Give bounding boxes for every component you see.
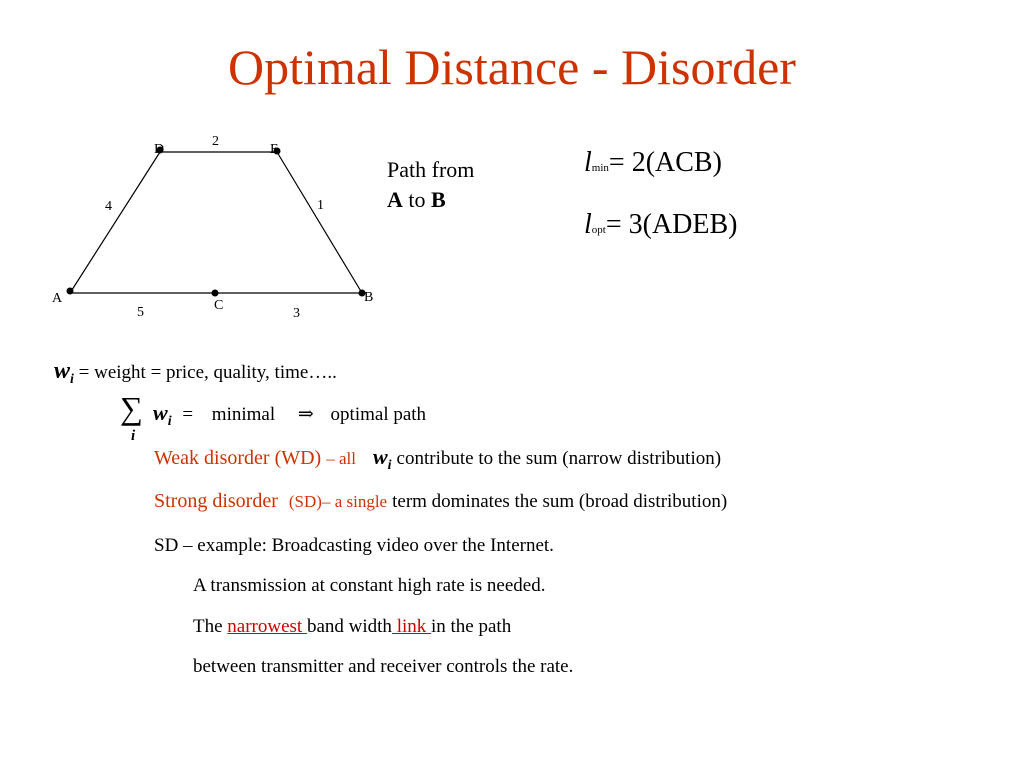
weak-disorder-line (154, 444, 721, 474)
path-label (387, 155, 474, 215)
path-to-node: B (431, 187, 446, 212)
weight-text: weight = price, quality, time….. (94, 362, 337, 383)
weak-label: Weak disorder (WD) (154, 447, 322, 469)
weight-symbol: w (54, 358, 71, 384)
edge-AD (70, 152, 160, 293)
sum-symbol: w (153, 400, 168, 425)
sum-sigma: ∑ (120, 390, 143, 426)
weak-all: – all (326, 449, 356, 468)
weak-subscript: i (387, 458, 392, 473)
sum-result: optimal path (330, 404, 427, 425)
edge-label-AC: 5 (137, 305, 144, 320)
sum-line (153, 400, 426, 430)
strong-label: Strong disorder (154, 490, 278, 512)
formula-lmin (584, 147, 722, 179)
path-label-line2 (387, 185, 474, 215)
lmin-subscript: min (591, 162, 609, 174)
lopt-symbol: l (584, 209, 592, 240)
graph-edges (70, 152, 362, 293)
example-rest: in the path (431, 616, 512, 637)
lopt-rhs: = 3(ADEB) (605, 209, 738, 240)
slide-title: Optimal Distance - Disorder (228, 39, 796, 95)
weight-subscript: i (70, 371, 74, 387)
node-C (212, 290, 219, 297)
example-line-4: between transmitter and receiver controls the rate. (193, 656, 574, 677)
example-line-1: SD – example: Broadcasting video over the Internet. (154, 535, 554, 556)
path-from-node: A (387, 187, 403, 212)
node-label-A: A (52, 291, 63, 306)
narrowest-text: narrowest (227, 616, 307, 637)
example-line-2: A transmission at constant high rate is needed. (193, 575, 546, 596)
weight-line (54, 358, 337, 388)
path-to-word: to (408, 187, 426, 212)
weak-rest: contribute to the sum (narrow distribution) (396, 448, 722, 469)
edge-label-AD: 4 (105, 199, 112, 214)
weak-symbol: w (372, 444, 388, 469)
edge-label-EB: 1 (317, 198, 324, 213)
node-label-D: D (154, 142, 165, 157)
strong-rest: term dominates the sum (broad distribution) (392, 491, 728, 512)
link-text: link (391, 616, 431, 637)
formula-lopt (584, 209, 738, 241)
example-band: band width (306, 616, 392, 637)
edge-label-CB: 3 (293, 306, 300, 321)
sum-subscript: i (167, 413, 172, 429)
node-A (67, 288, 74, 295)
strong-sd-single: (SD)– a single (288, 492, 388, 511)
example-line-3 (193, 616, 511, 638)
lopt-subscript: opt (591, 224, 606, 236)
example-the: The (193, 616, 228, 637)
node-label-E: E (270, 142, 279, 157)
strong-disorder-line (154, 490, 727, 513)
path-label-line1: Path from (387, 157, 475, 182)
path-graph (0, 0, 1024, 340)
lmin-rhs: = 2(ACB) (608, 147, 722, 178)
sum-index: i (131, 428, 136, 444)
sum-eq: = (182, 404, 194, 425)
sum-minimal: minimal (211, 404, 276, 425)
edge-EB (277, 152, 362, 293)
node-label-C: C (214, 298, 224, 313)
implies-icon: ⇒ (297, 404, 314, 425)
weight-eq: = (78, 362, 90, 383)
edge-label-DE: 2 (212, 134, 219, 149)
lmin-symbol: l (584, 147, 592, 178)
node-label-B: B (364, 290, 374, 305)
